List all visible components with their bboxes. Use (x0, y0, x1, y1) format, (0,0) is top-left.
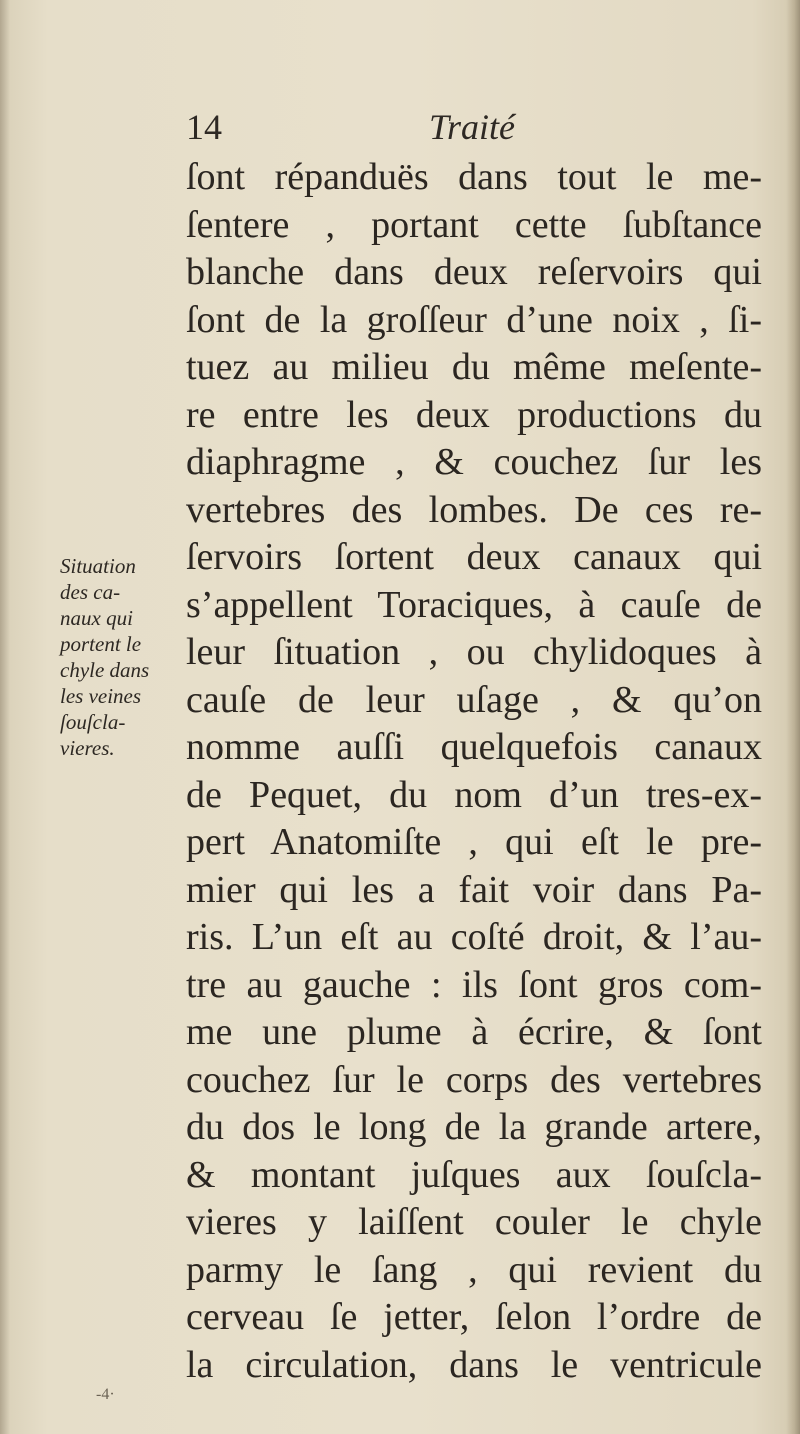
marginal-line: les veines (60, 684, 142, 708)
text-line: leur ſituation , ou chylidoques à (186, 631, 762, 673)
text-line: ſervoirs ſortent deux canaux qui (186, 536, 762, 578)
text-line: re entre les deux productions du (186, 393, 762, 436)
text-line: ris. L’un eſt au coſté droit, & l’au- (186, 916, 762, 958)
text-line: cerveau ſe jetter, ſelon l’ordre de (186, 1296, 762, 1338)
text-line: nomme auſſi quelquefois canaux (186, 726, 762, 768)
page-edge-shadow (786, 0, 800, 1434)
text-line: cauſe de leur uſage , & qu’on (186, 678, 762, 721)
text-line: & montant juſques aux ſouſcla- (186, 1153, 762, 1196)
marginal-line: des ca- (60, 580, 121, 604)
marginal-line: naux qui (60, 606, 133, 630)
marginal-line: Situation (60, 554, 136, 578)
page-gutter-shadow (0, 0, 10, 1434)
text-line: la circulation, dans le ventricule (186, 1343, 762, 1386)
text-line: parmy le ſang , qui revient du (186, 1248, 762, 1291)
text-line: de Pequet, du nom d’un tres-ex- (186, 773, 762, 816)
text-line: diaphragme , & couchez ſur les (186, 441, 762, 483)
text-line: couchez ſur le corps des vertebres (186, 1058, 762, 1101)
running-title: Traité (429, 107, 516, 147)
text-line: tuez au milieu du même meſente- (186, 346, 762, 388)
text-line: ſentere , portant cette ſubſtance (186, 203, 762, 246)
marginal-note (60, 553, 182, 761)
text-line: blanche dans deux reſervoirs qui (186, 251, 762, 293)
marginal-line: portent le (60, 632, 142, 656)
text-line: me une plume à écrire, & ſont (186, 1011, 762, 1053)
text-line: pert Anatomiſte , qui eſt le pre- (186, 821, 762, 863)
marginal-line: chyle dans (60, 658, 150, 682)
text-line: vieres y laiſſent couler le chyle (186, 1201, 762, 1243)
text-line: vertebres des lombes. De ces re- (186, 488, 762, 531)
text-line: ſont répanduës dans tout le me- (186, 156, 762, 198)
page-number: 14 (186, 107, 222, 147)
text-line: s’appellent Toraciques, à cauſe de (186, 583, 762, 626)
text-line: ſont de la groſſeur d’une noix , ſi- (186, 298, 762, 341)
marginal-line: ſouſcla- (60, 710, 126, 734)
text-line: du dos le long de la grande artere, (186, 1106, 762, 1148)
body-text (186, 154, 762, 1389)
text-line: tre au gauche : ils ſont gros com- (186, 963, 762, 1006)
signature-mark: -4· (96, 1386, 115, 1403)
marginal-line: vieres. (60, 736, 115, 760)
text-line: mier qui les a fait voir dans Pa- (186, 868, 762, 911)
running-header (186, 106, 766, 152)
